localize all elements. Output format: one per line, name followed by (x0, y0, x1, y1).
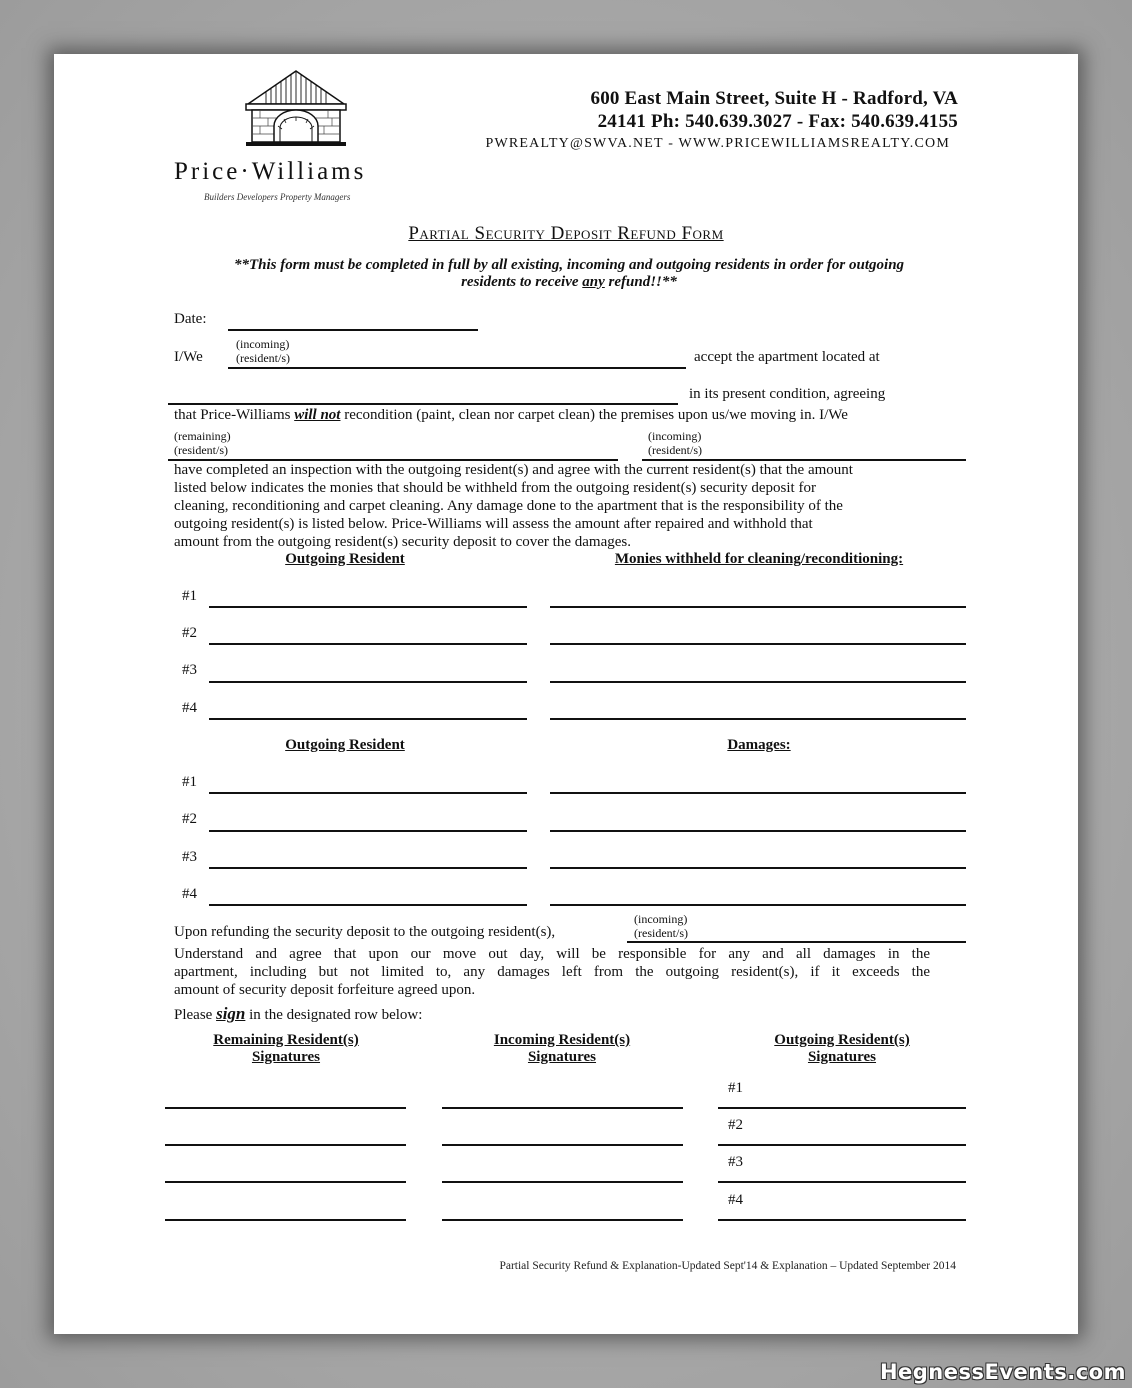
section1-monies-field[interactable] (550, 643, 966, 645)
section1-outgoing-field[interactable] (209, 643, 527, 645)
section1-monies-header: Monies withheld for cleaning/reconditioning: (614, 551, 904, 567)
section2-outgoing-field[interactable] (209, 867, 527, 869)
outgoing-signature-field[interactable] (718, 1144, 966, 1146)
remaining-hint: (remaining) (resident/s) (174, 429, 231, 457)
section1-row-num: #2 (182, 625, 197, 641)
date-label: Date: (174, 311, 207, 327)
section2-damages-field[interactable] (550, 830, 966, 832)
incoming-hint: (incoming) (resident/s) (236, 337, 290, 365)
accept-text: accept the apartment located at (694, 349, 880, 365)
section1-outgoing-field[interactable] (209, 606, 527, 608)
contact-line: PWREALTY@SWVA.NET - WWW.PRICEWILLIAMSREALTY.COM (485, 136, 950, 151)
will-not-emphasis: will not (294, 407, 341, 423)
understand-paragraph: Understand and agree that upon our move out day, will be responsible for any and all damages in the apartment, including but not limited to, any damages left from the outgoing resident(s), if it exceeds the amount of security deposit forfeiture agreed upon. (174, 946, 930, 998)
form-title: Partial Security Deposit Refund Form (408, 223, 724, 244)
sign-emphasis: sign (216, 1004, 246, 1023)
form-footer: Partial Security Refund & Explanation-Updated Sept'14 & Explanation – Updated September 2014 (499, 1260, 956, 1272)
section2-outgoing-field[interactable] (209, 904, 527, 906)
incoming-signature-field[interactable] (442, 1219, 683, 1221)
outgoing-signature-num: #2 (728, 1117, 743, 1133)
section1-outgoing-field[interactable] (209, 718, 527, 720)
section2-damages-field[interactable] (550, 792, 966, 794)
apartment-address-field[interactable] (168, 403, 678, 405)
section2-damages-header: Damages: (727, 737, 791, 753)
outgoing-signature-num: #3 (728, 1154, 743, 1170)
incoming-resident-field[interactable] (228, 367, 686, 369)
remaining-signatures-header: Remaining Resident(s) Signatures (213, 1032, 359, 1065)
brand-name: Price·Williams (174, 158, 367, 185)
section1-monies-field[interactable] (550, 718, 966, 720)
watermark: HegnessEvents.com (879, 1360, 1126, 1384)
section1-outgoing-field[interactable] (209, 681, 527, 683)
inspection-paragraph: have completed an inspection with the outgoing resident(s) and agree with the current resident(s) that the amount listed below indicates the monies that should be withheld from the outgoing resident(s) security deposit for cleaning, reconditioning and carpet cleaning. Any damage done to the apartment that is the responsibility of the outgoing resident(s) is listed below. Price-Williams will assess the amount after repaired and withhold that amount from the outgoing resident(s) security deposit to cover the damages. (174, 462, 853, 550)
section2-outgoing-header: Outgoing Resident (285, 737, 405, 753)
section2-row-num: #4 (182, 886, 197, 902)
notice-line-2: residents to receive any refund!!** (461, 274, 677, 290)
sign-instruction: Please sign in the designated row below: (174, 1004, 423, 1023)
section2-row-num: #1 (182, 774, 197, 790)
incoming-resident-field-3[interactable] (627, 941, 966, 943)
section1-monies-field[interactable] (550, 606, 966, 608)
incoming-signature-field[interactable] (442, 1181, 683, 1183)
outgoing-signature-field[interactable] (718, 1107, 966, 1109)
remaining-signature-field[interactable] (165, 1219, 406, 1221)
section1-row-num: #3 (182, 662, 197, 678)
present-condition-text: in its present condition, agreeing (689, 386, 886, 402)
form-notice (164, 257, 974, 291)
section2-row-num: #3 (182, 849, 197, 865)
brand-tagline: Builders Developers Property Managers (204, 192, 351, 202)
incoming-signatures-header: Incoming Resident(s) Signatures (493, 1032, 631, 1065)
remaining-signature-field[interactable] (165, 1181, 406, 1183)
iwe-label: I/We (174, 349, 203, 365)
section2-row-num: #2 (182, 811, 197, 827)
section2-damages-field[interactable] (550, 904, 966, 906)
date-field[interactable] (228, 329, 478, 331)
refund-text: Upon refunding the security deposit to the outgoing resident(s), (174, 924, 556, 940)
section2-outgoing-field[interactable] (209, 792, 527, 794)
section1-row-num: #4 (182, 700, 197, 716)
section2-outgoing-field[interactable] (209, 830, 527, 832)
remaining-signature-field[interactable] (165, 1144, 406, 1146)
address-line-2: 24141 Ph: 540.639.3027 - Fax: 540.639.4155 (597, 111, 958, 132)
section1-outgoing-header: Outgoing Resident (285, 551, 405, 567)
incoming-hint-3: (incoming) (resident/s) (634, 912, 688, 940)
paragraph-will-not: that Price-Williams will not recondition (paint, clean nor carpet clean) the premises upon us/we moving in. I/We (174, 407, 848, 423)
notice-line-1: **This form must be completed in full by all existing, incoming and outgoing residents in order for outgoing (233, 257, 905, 273)
outgoing-signature-num: #1 (728, 1080, 743, 1096)
section1-row-num: #1 (182, 588, 197, 604)
remaining-signature-field[interactable] (165, 1107, 406, 1109)
incoming-signature-field[interactable] (442, 1107, 683, 1109)
outgoing-signature-field[interactable] (718, 1181, 966, 1183)
outgoing-signature-num: #4 (728, 1192, 743, 1208)
address-line-1: 600 East Main Street, Suite H - Radford, VA (590, 88, 958, 109)
outgoing-signature-field[interactable] (718, 1219, 966, 1221)
section2-damages-field[interactable] (550, 867, 966, 869)
house-logo-icon (244, 68, 348, 148)
outgoing-signatures-header: Outgoing Resident(s) Signatures (774, 1032, 910, 1065)
section1-monies-field[interactable] (550, 681, 966, 683)
incoming-hint-2: (incoming) (resident/s) (648, 429, 702, 457)
notice-emphasis: any (582, 274, 605, 290)
form-page (54, 54, 1078, 1334)
incoming-signature-field[interactable] (442, 1144, 683, 1146)
